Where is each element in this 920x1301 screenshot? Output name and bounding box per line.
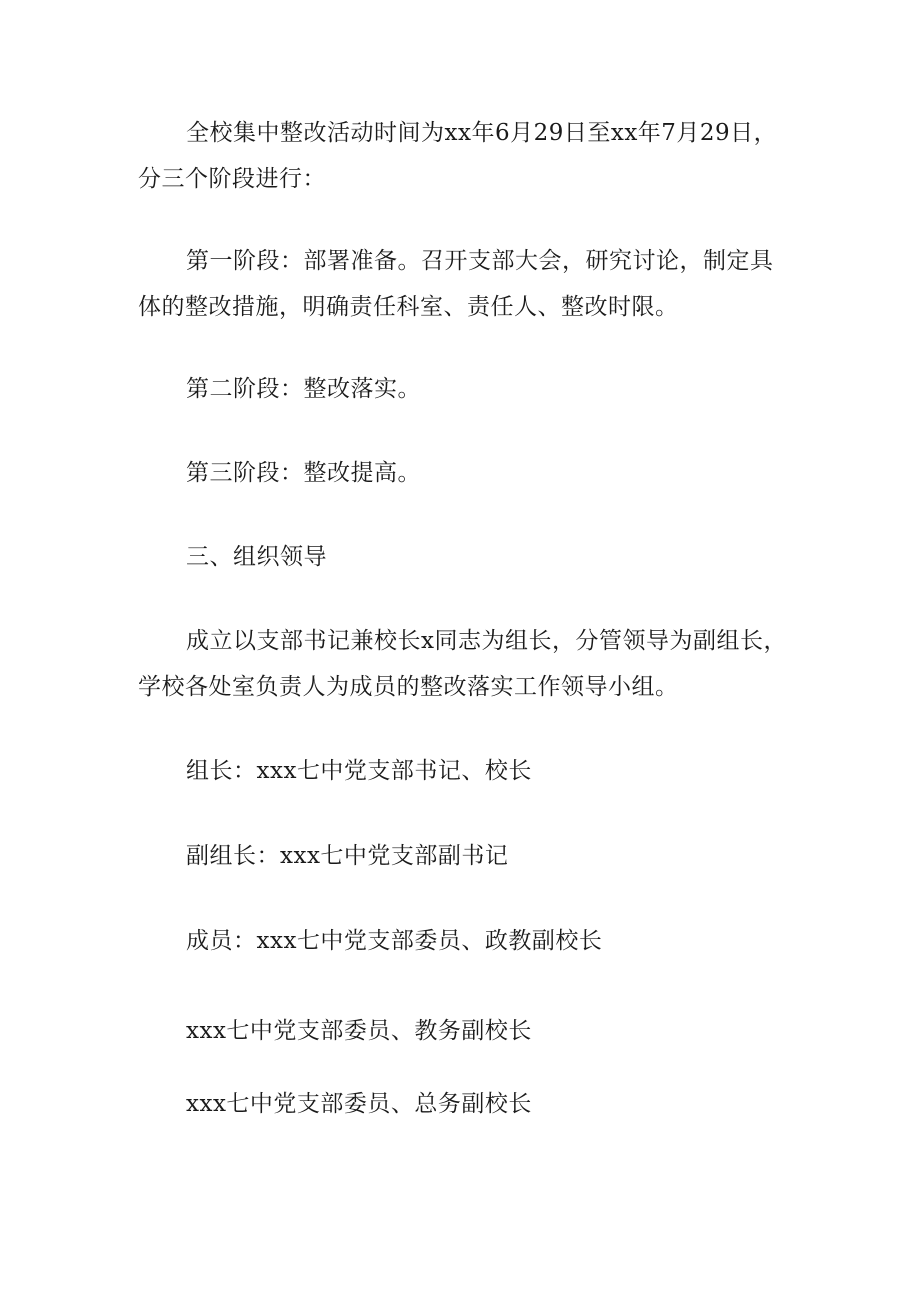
paragraph-leadership-group: 成立以支部书记兼校长x同志为组长，分管领导为副组长，学校各处室负责人为成员的整改落实工作领导小组。 — [138, 628, 787, 700]
paragraph-schedule: 全校集中整改活动时间为xx年6月29日至xx年7月29日，分三个阶段进行： — [138, 120, 778, 192]
paragraph-phase-two: 第二阶段：整改落实。 — [186, 376, 421, 402]
paragraph-member-general-affairs: xxx七中党支部委员、总务副校长 — [186, 1091, 532, 1117]
paragraph-members: 成员：xxx七中党支部委员、政教副校长 — [186, 928, 603, 954]
paragraph-member-academic: xxx七中党支部委员、教务副校长 — [186, 1018, 532, 1044]
paragraph-group-leader: 组长：xxx七中党支部书记、校长 — [186, 758, 532, 784]
paragraph-phase-three: 第三阶段：整改提高。 — [186, 460, 421, 486]
section-heading-organization: 三、组织领导 — [186, 544, 327, 570]
paragraph-phase-one: 第一阶段：部署准备。召开支部大会，研究讨论，制定具体的整改措施，明确责任科室、责任人、整改时限。 — [138, 248, 774, 320]
paragraph-deputy-leader: 副组长：xxx七中党支部副书记 — [186, 843, 509, 869]
